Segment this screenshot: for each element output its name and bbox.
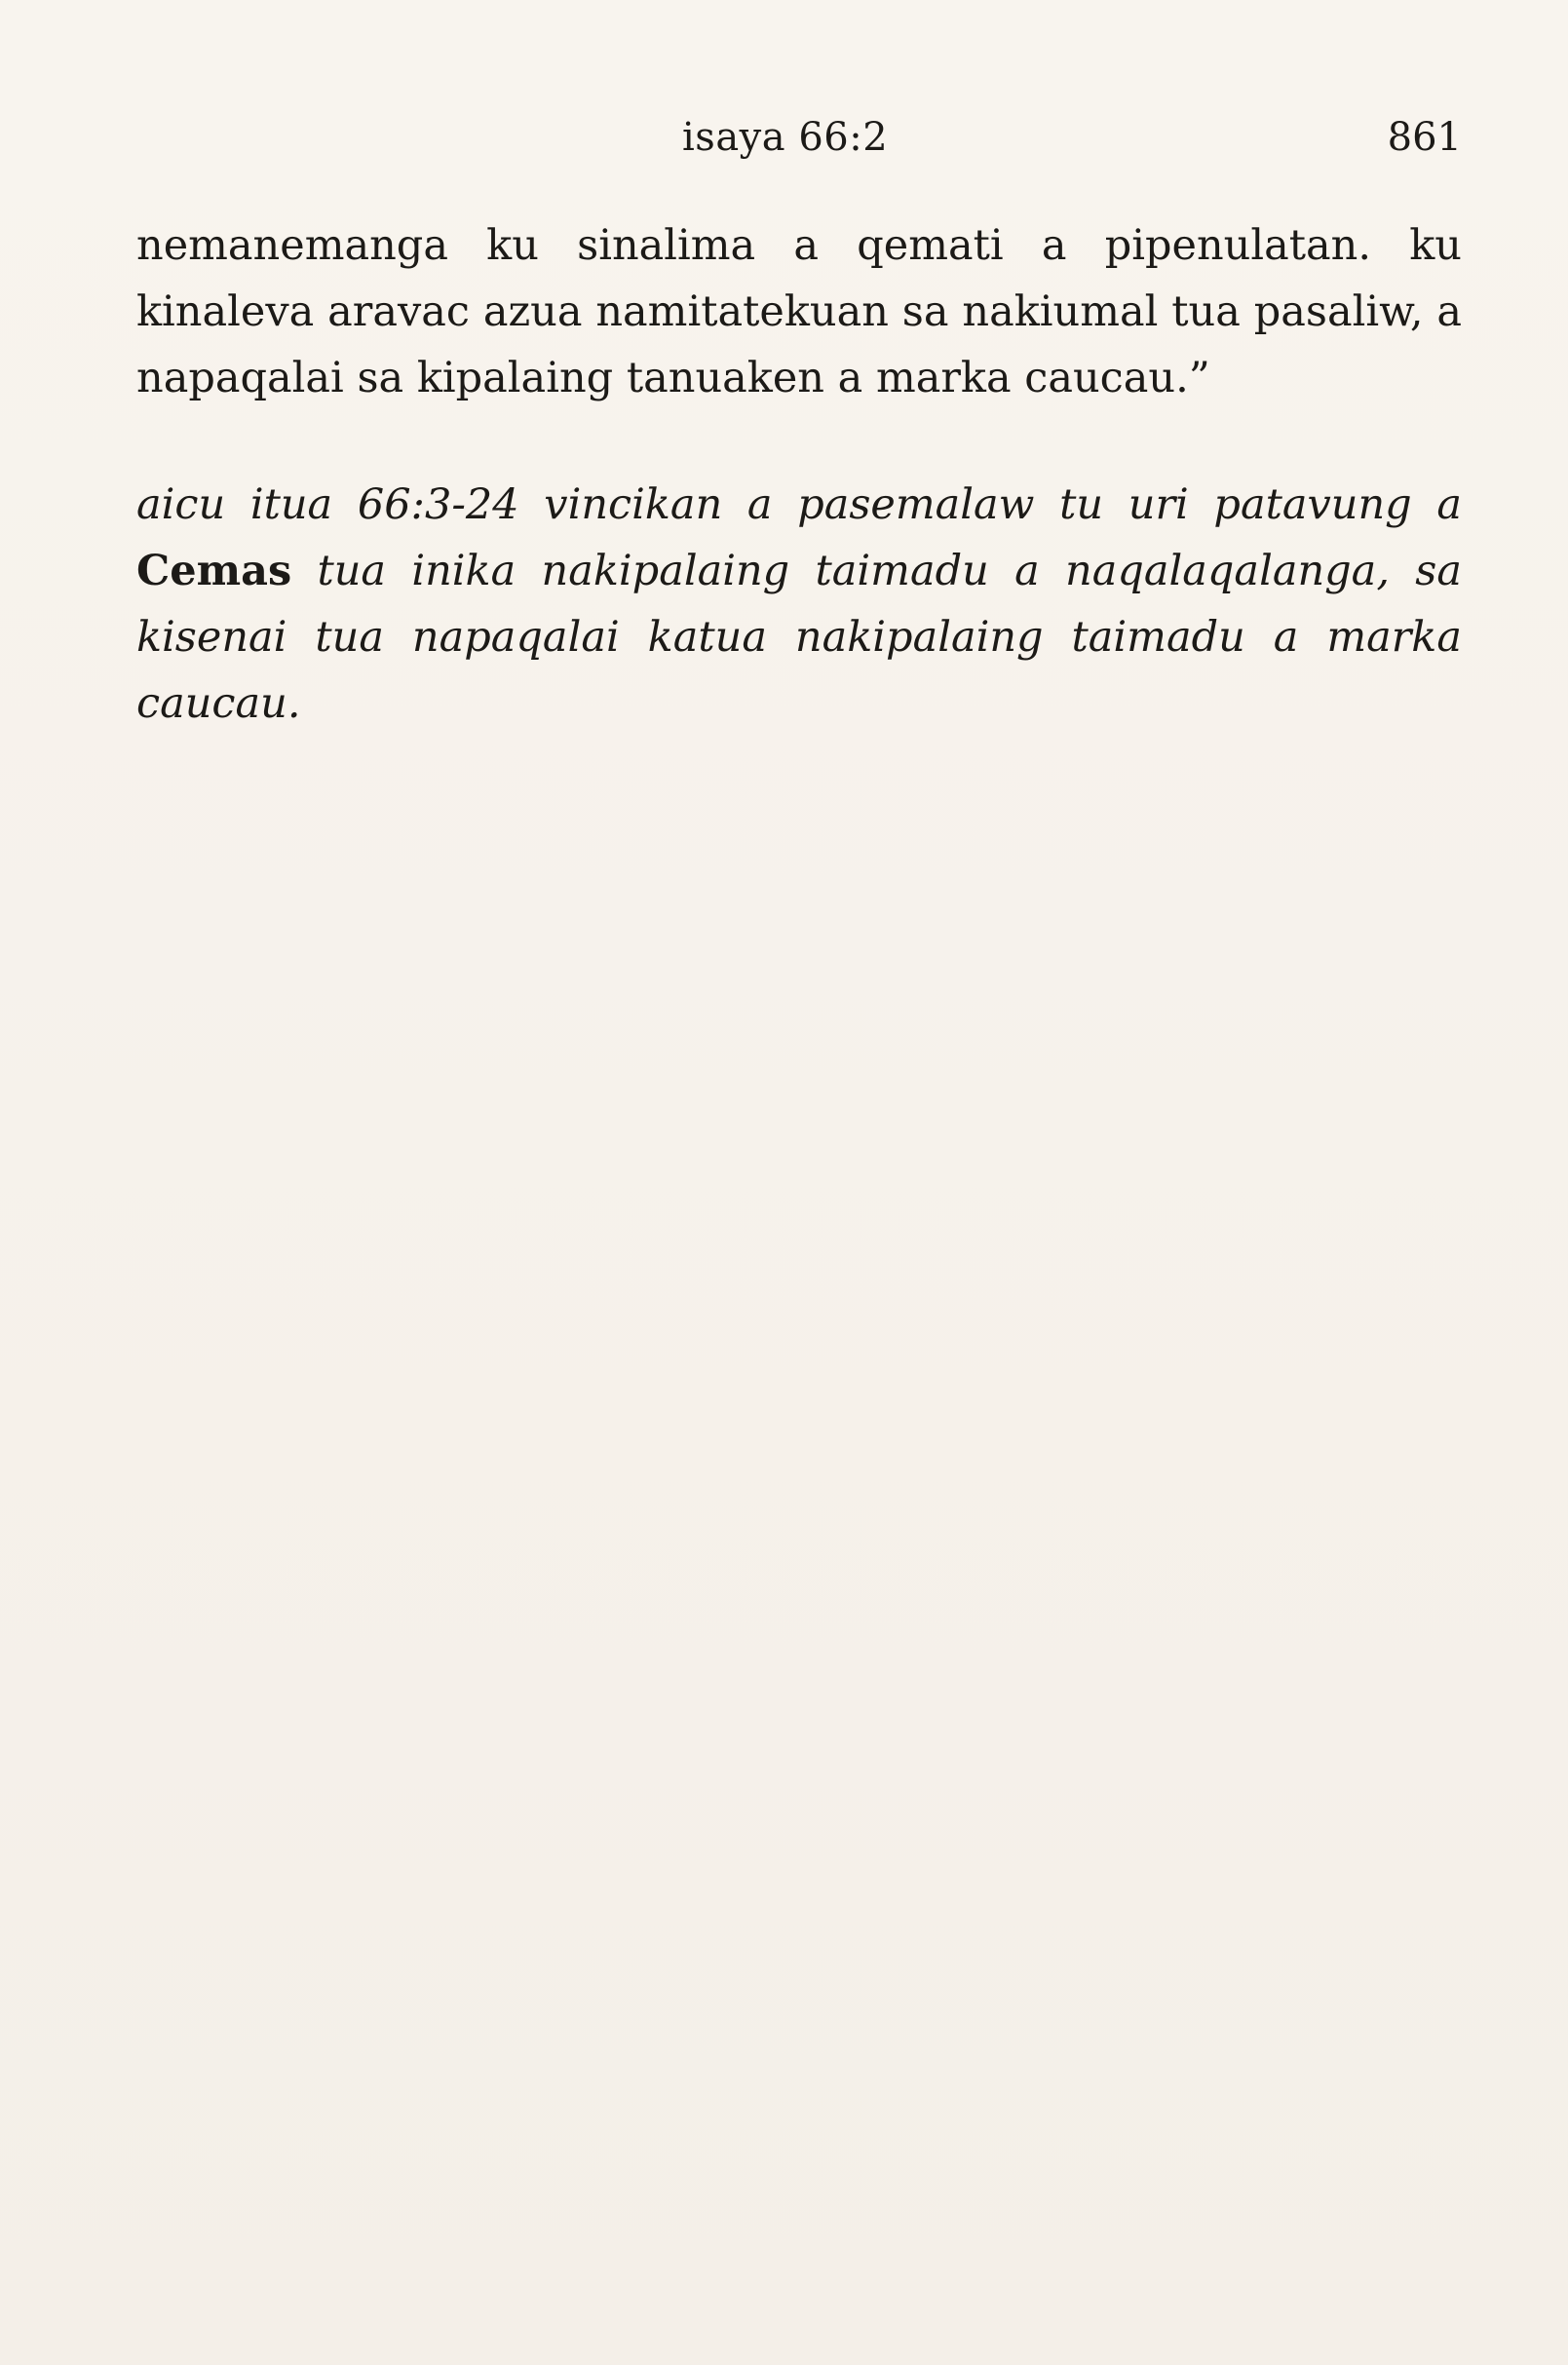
summary-text-part1: aicu itua 66:3-24 vincikan a pasemalaw tu uri patavung a (136, 480, 1462, 529)
page-number: 861 (1387, 115, 1462, 160)
chapter-summary (136, 472, 1462, 737)
summary-bold-word: Cemas (136, 547, 292, 595)
running-head: isaya 66:2 (682, 115, 889, 160)
verse-continuation: nemanemanga ku sinalima a qemati a pipenulatan. ku kinaleva aravac azua namitatekuan sa nakiumal tua pasaliw, a napaqalai sa kipalaing tanuaken a marka caucau.” (136, 221, 1462, 402)
page-header (136, 115, 1462, 173)
summary-text-part2: tua inika nakipalaing taimadu a naqalaqalanga, sa kisenai tua napaqalai katua nakipalaing taimadu a marka caucau. (136, 547, 1462, 728)
page-body (136, 212, 1462, 779)
